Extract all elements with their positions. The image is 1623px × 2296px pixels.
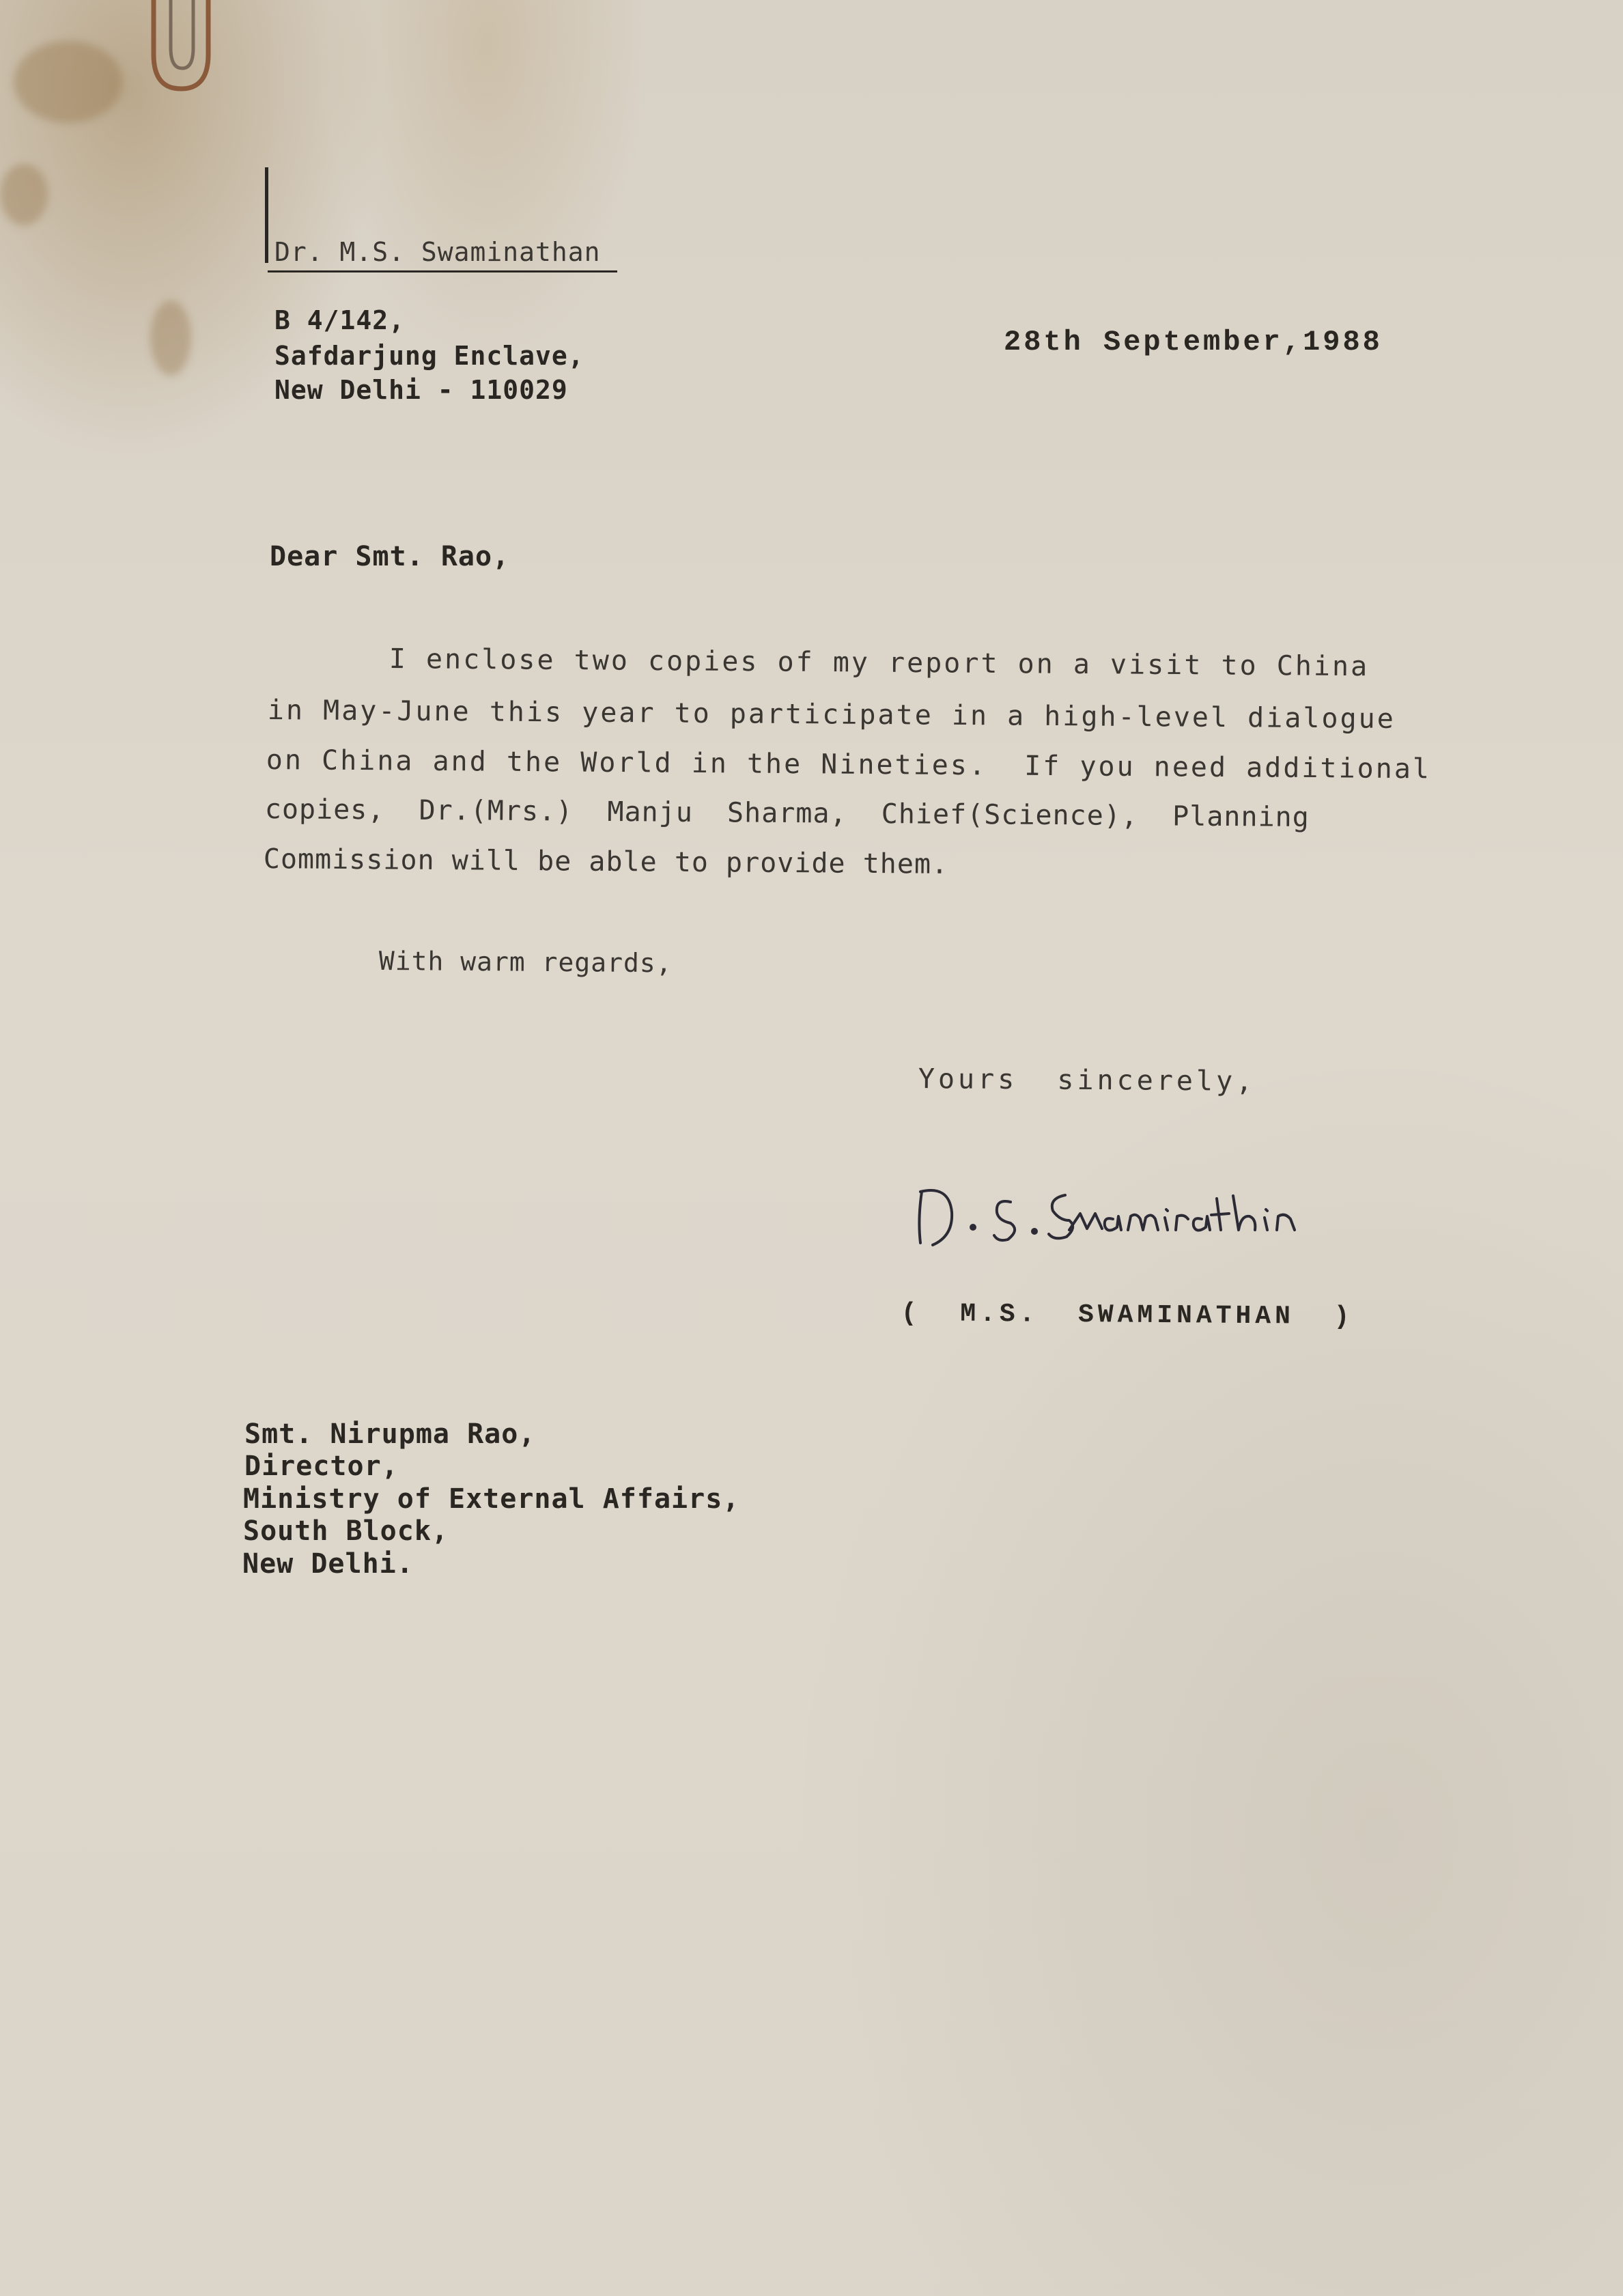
recipient-line-3: Ministry of External Affairs,: [243, 1483, 740, 1515]
salutation: Dear Smt. Rao,: [270, 541, 510, 572]
paperclip-icon: [140, 0, 222, 102]
sender-name-underline: [268, 270, 617, 272]
body-line-2: in May-June this year to participate in a high-level dialogue: [267, 695, 1396, 735]
body-line-4: copies, Dr.(Mrs.) Manju Sharma, Chief(Science), Planning: [264, 794, 1310, 834]
signatory-name: ( M.S. SWAMINATHAN ): [901, 1299, 1354, 1332]
letter-date: 28th September,1988: [1004, 326, 1383, 359]
regards-line: With warm regards,: [378, 946, 673, 979]
sender-name: Dr. M.S. Swaminathan: [274, 237, 601, 267]
margin-mark: [265, 167, 268, 263]
body-line-3: on China and the World in the Nineties. If you need additional: [266, 744, 1432, 785]
signature: [908, 1171, 1345, 1260]
recipient-line-1: Smt. Nirupma Rao,: [244, 1418, 536, 1450]
paper-stain: [14, 41, 123, 123]
body-line-5: Commission will be able to provide them.: [263, 843, 949, 880]
paper-stain: [150, 300, 191, 376]
sender-address-line-2: Safdarjung Enclave,: [274, 341, 584, 371]
body-line-1: I enclose two copies of my report on a visit to China: [389, 643, 1370, 683]
closing-line: Yours sincerely,: [918, 1063, 1256, 1097]
sender-address-line-3: New Delhi - 110029: [274, 375, 568, 405]
recipient-line-2: Director,: [244, 1451, 399, 1482]
recipient-line-5: New Delhi.: [242, 1548, 414, 1580]
paper-stain: [0, 164, 48, 225]
recipient-line-4: South Block,: [243, 1515, 449, 1547]
sender-address-line-1: B 4/142,: [274, 305, 406, 335]
